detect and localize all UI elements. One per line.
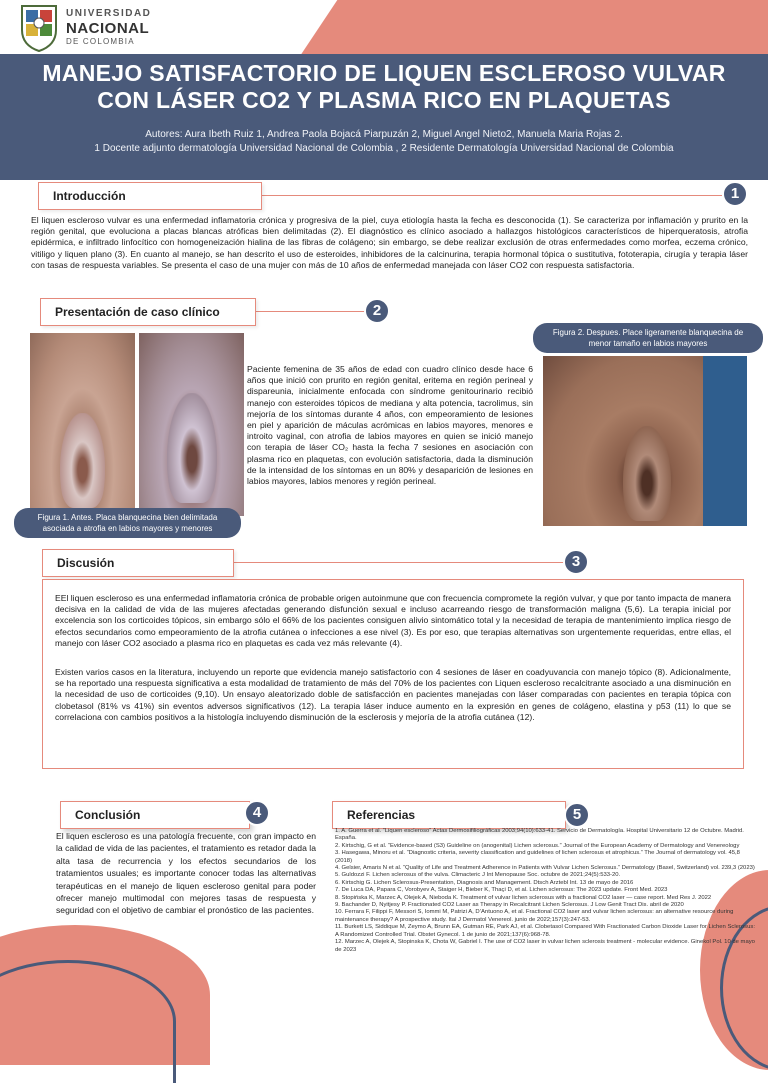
references-list (335, 828, 755, 954)
intro-number-badge: 1 (722, 181, 748, 207)
discussion-paragraph-2: Existen varios casos en la literatura, incluyendo un reporte que evidencia manejo satisfactorio con 4 sesiones de láser en coadyuvancia con manejo tópico (8). Adicionalmente, se ha reportado una respuesta significativa a esta modalidad de tratamiento de más del 70% de los pacientes con Liquen escleroso recalcitrante asociado a una disminución en la necesidad de uso de corticoides (9,10). Un ensayo aleatorizado doble de satisfacción en pacientes manejadas con láser comparadas con pacientes en terapia tópica con clobetasol (81% vs 41%) sin eventos adversos significativos (12). La terapia láser induce aumento en la expresión en genes de colágeno, elastina y p53 (11) lo que se correlaciona con cambios positivos a la histología incluyendo disminución de la esclerosis y mejoría de la atrofia cutánea (12). (55, 667, 731, 722)
university-line-2: NACIONAL (66, 20, 150, 37)
reference-item: 8. Stopińska K, Marzec A, Olejek A, Nieboda K. Treatment of vulvar lichen sclerosus with a fractional CO2 laser — case report. Med Res J. 2022 (335, 894, 712, 901)
university-crest-icon (18, 2, 60, 52)
discussion-divider (220, 562, 565, 563)
intro-heading: Introducción (38, 182, 262, 210)
authors-line: Autores: Aura Ibeth Ruiz 1, Andrea Paola Bojacá Piarpuzán 2, Miguel Angel Nieto2, Manuela Maria Rojas 2. (145, 129, 623, 140)
case-text: Paciente femenina de 35 años de edad con cuadro clínico desde hace 6 años que inició con prurito en región genital, eritema en región perineal y dispareunia, inicialmente enfocada con síndrome genitourinario recibió manejo con esteroides tópicos de mediana y alta potencia, tacrolimus, sin mejoría de los síntomas durante 4 años, con empeoramiento de lesiones en piel y aparición de máculas acrómicas en labios mayores, menores e introito vaginal, con atrofia de labios mayores en quien se inició manejo con terapia de láser CO₂ hasta la fecha 7 sesiones en asociación con plasma rico en plaquetas, con evolución satisfactoria, dada la disminución de la intensidad de los síntomas en un 80% y desaparición de lesiones en labios mayores, labios menores y región perineal. (247, 364, 533, 487)
intro-divider (262, 195, 722, 196)
conclusion-number-badge: 4 (244, 800, 270, 826)
discussion-number-badge: 3 (563, 549, 589, 575)
discussion-box (42, 579, 744, 769)
university-line-3: DE COLOMBIA (66, 37, 135, 46)
reference-item: 11. Burkett LS, Siddique M, Zeymo A, Brunn EA, Gutman RE, Park AJ, et al. Clobetasol Compared With Fractionated Carbon Dioxide Laser for Lichen Sclerosus: A Randomized Controlled Trial. Obstet Gynecol. 1 de junio de 2021;137(6):968-78. (335, 924, 755, 938)
conclusion-heading: Conclusión (60, 801, 250, 829)
university-line-1: UNIVERSIDAD (66, 8, 152, 19)
authors-block (0, 128, 768, 156)
discussion-heading: Discusión (42, 549, 234, 577)
poster-title (20, 60, 748, 114)
intro-text: El liquen escleroso vulvar es una enfermedad inflamatoria crónica y progresiva de la piel, cuya etiología hasta la fecha es desconocida (1). Se caracteriza por inflamación y prurito en la región genital, que evoluciona a placas blancas atróficas bien delimitadas (2). El diagnóstico es clínico asociado a hallazgos histológicos característicos de hiperqueratosis, atrofia epidérmica, e infiltrado linfocítico con homogeneización hialina de las fibras de colágeno; sin embargo, se debe realizar exclusión de otras enfermedades como morfea, eczema crónico, vitiligo y liquen plano (3). En cuanto al manejo, se han descrito el uso de esteroides, inhibidores de la calcinurina, terapia hormonal tópica o sustitutiva, fototerapia, cirugía y terapia láser con tasas de respuesta variables. Se presenta el caso de una mujer con más de 10 años de enfermedad manejada con láser CO2 con respuesta satisfactoria. (31, 215, 748, 270)
figure-1-photo-left (30, 333, 135, 516)
reference-item: 1. A. Guerra et al. “Liquen escleroso” Actas Dermosifiliográficas 2003;94(10):633-41. Servicio de Dermatología. Hospital Universitario 12 de Octubre. Madrid. España. (335, 828, 744, 842)
title-line-2: CON LÁSER CO2 Y PLASMA RICO EN PLAQUETAS (97, 87, 671, 113)
title-line-1: MANEJO SATISFACTORIO DE LIQUEN ESCLEROSO VULVAR (42, 60, 726, 86)
case-number-badge: 2 (364, 298, 390, 324)
university-name (66, 9, 151, 46)
reference-item: 7. De Luca DA, Papara C, Vorobyev A, Staiger H, Bieber K, Thaçi D, et al. Lichen sclerosus: The 2023 update. Front Med. 2023 (335, 887, 668, 894)
reference-item: 5. Guldozzi F. Lichen sclerosus of the vulva. Climacteric J Int Menopause Soc. octubre de 2021;24(5):533-20. (335, 872, 621, 879)
conclusion-text: El liquen escleroso es una patología frecuente, con gran impacto en la calidad de vida de las pacientes, el tratamiento es retador dada la alta tasa de recurrencia y los efectos secundarios de los tratamientos usuales; es importante conocer todas las alternativas terapéuticas en el manejo de liquen escleroso genital para poder ofrecer manejo multimodal con mejores tasas de respuesta y seguridad con el objetivo de cambiar el pronóstico de las pacientes. (56, 831, 316, 916)
decorative-salmon-shape (300, 0, 768, 54)
case-heading: Presentación de caso clínico (40, 298, 256, 326)
discussion-paragraph-1: EEl liquen escleroso es una enfermedad inflamatoria crónica de probable origen autoinmune que con frecuencia compromete la región vulvar, y que por tanto impacta de manera decisiva en la calidad de vida de las mujeres afectadas generando disfunción sexual e incluso acarreando riesgo de transformación maligna (5,6). La terapia inicial por excelencia son los corticoides tópicos, sin embargo sólo el 66% de los pacientes consiguen alivio sintomático total y la necesidad de terapia de mantenimiento implica riesgo de efectos secundarios como empeoramiento de la atrofia cutánea o infecciones a ese nivel (3). Es por eso, que terapias alternativas son urgentemente requeridas, entre ellas, el manejo con láser CO2 asociado a plasma rico en plaquetas es cada vez más relevante (4). (55, 593, 731, 648)
poster-header (0, 54, 768, 180)
figure-2-caption: Figura 2. Despues. Place ligeramente blanquecina de menor tamaño en labios mayores (533, 323, 763, 353)
references-number-badge: 5 (564, 802, 590, 828)
figure-2-photo (543, 356, 747, 526)
figure-1-photo-right (139, 333, 244, 516)
reference-item: 10. Ferrara F, Filippi F, Messori S, Iommi M, Patrizi A, D’Antuono A, et al. Fractional CO2 laser and vulvar lichen sclerosus: an alternative resource during maintenance therapy? A prospective study. Ital J Dermatol Venereol. junio de 2022;157(3):247-53. (335, 909, 734, 923)
reference-item: 3. Hasegawa, Minoru et al. “Diagnostic criteria, severity classification and guidelines of lichen sclerosus et atrophicus.” The Journal of dermatology vol. 45,8 (2018) (335, 850, 740, 864)
case-divider (255, 311, 365, 312)
top-bar (0, 0, 768, 54)
reference-item: 12. Marzec A, Olejek A, Stopinska K, Chota W, Gabriel I. The use of CO2 laser in vulvar lichen sclerosis treatment - molecular evidence. Ginekol Pol. 10 de mayo de 2023 (335, 939, 755, 953)
reference-item: 2. Kirtschig, G et al. “Evidence-based (S3) Guideline on (anogenital) Lichen sclerosus.” Journal of the European Academy of Dermatology and Venereology (335, 842, 740, 849)
figure-1-caption: Figura 1. Antes. Placa blanquecina bien delimitada asociada a atrofia en labios mayores y menores (14, 508, 241, 538)
references-heading: Referencias (332, 801, 566, 829)
reference-item: 9. Bachander D, Nyitjesy P. Fractionated CO2 Laser as Therapy in Recalcitrant Lichen Sclerosus. J Low Genit Tract Dis. abril de 2020 (335, 902, 684, 909)
reference-item: 6. Kirtschig G. Lichen Sclerosus-Presentation, Diagnosis and Management. Dtsch Arztebl Int. 13 de mayo de 2016 (335, 879, 634, 886)
affiliations-line: 1 Docente adjunto dermatología Universidad Nacional de Colombia , 2 Residente Dermatología Universidad Nacional de Colombia (94, 143, 674, 154)
reference-item: 4. Gelsier, Amaris N et al. “Quality of Life and Treatment Adherence in Patients with Vulvar Lichen Sclerosus.” Dermatology (Basel, Switzerland) vol. 239,3 (2023) (335, 865, 755, 872)
